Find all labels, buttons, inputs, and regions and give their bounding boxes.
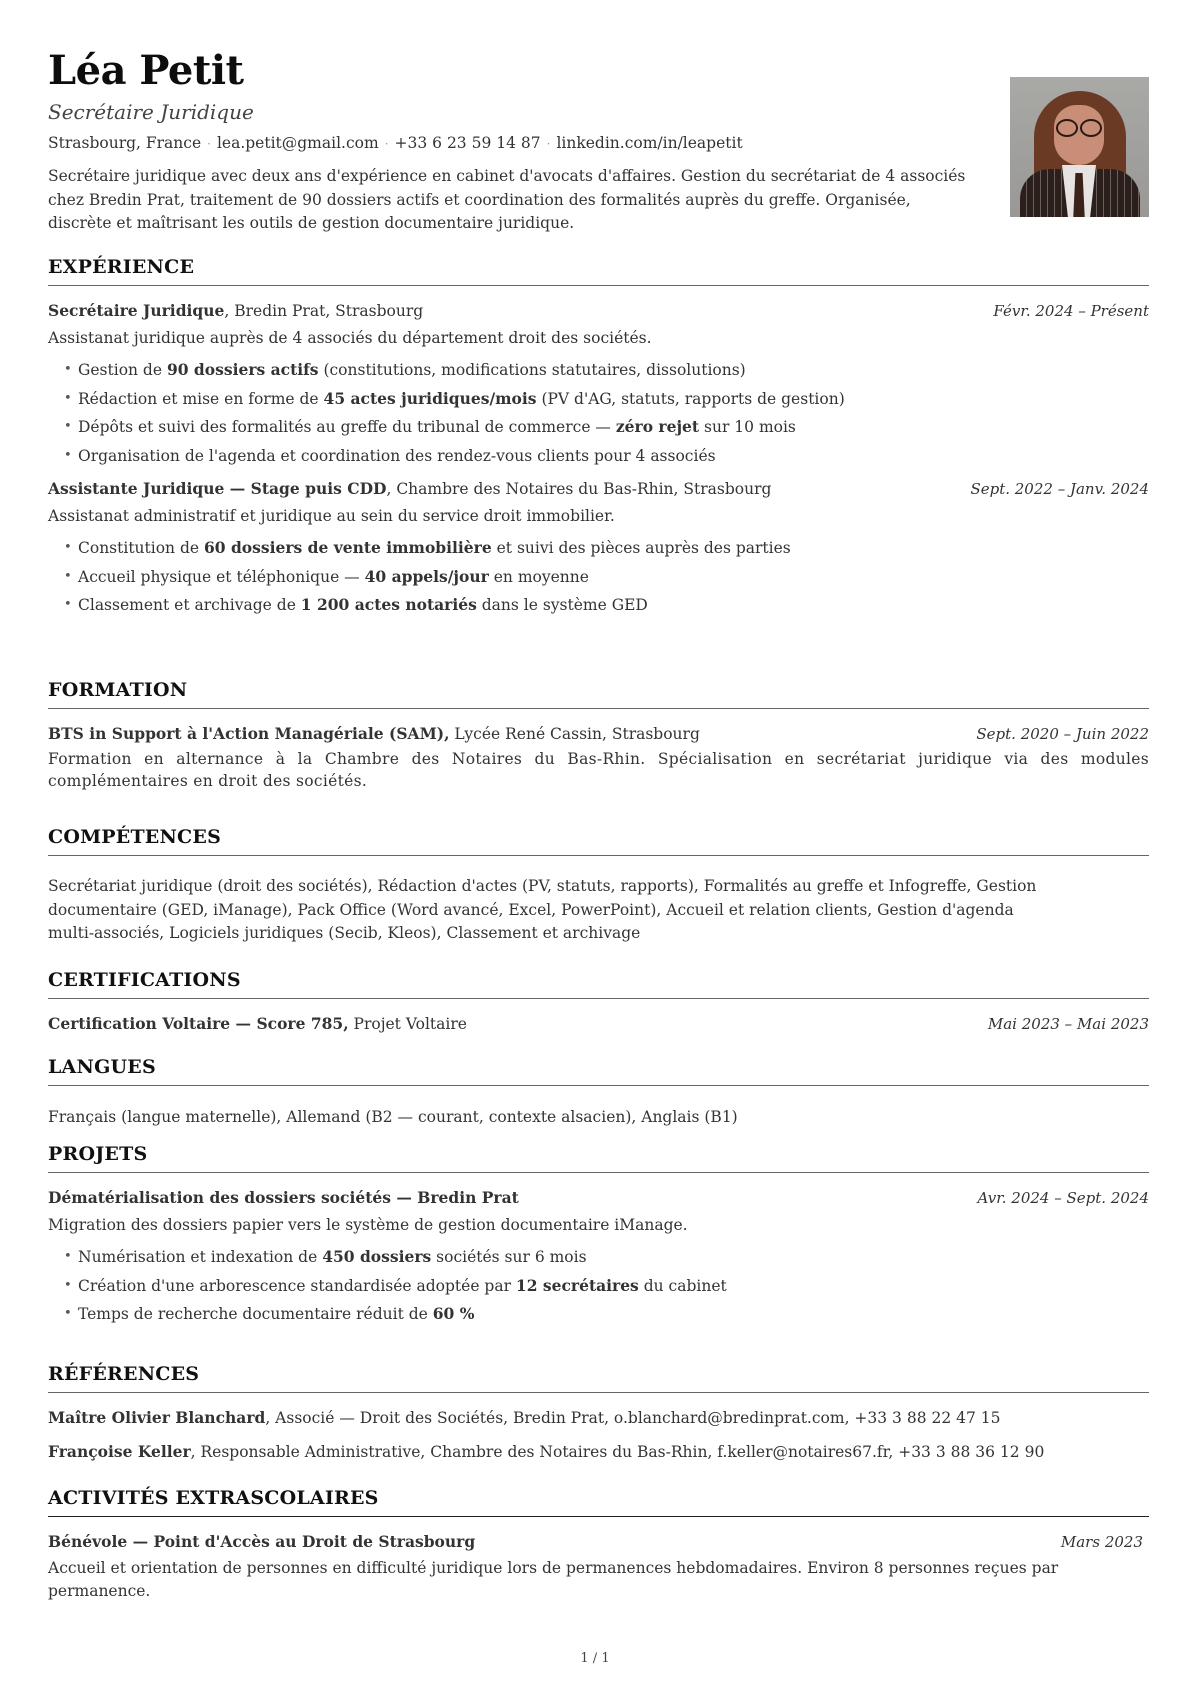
bullet-item: • Dépôts et suivi des formalités au greffe du tribunal de commerce — zéro rejet sur 10 mois	[78, 413, 1149, 442]
experience-entry	[48, 477, 1149, 620]
section-title: COMPÉTENCES	[48, 824, 1149, 856]
email-link[interactable]: lea.petit@gmail.com	[216, 134, 379, 152]
section-activities	[48, 1485, 1149, 1603]
entry-description: Accueil et orientation de personnes en difficulté juridique lors de permanences hebdomadaires. Environ 8 personnes reçues par permanence.	[48, 1559, 1059, 1600]
reference-name: Maître Olivier Blanchard	[48, 1408, 266, 1427]
bullet-item: • Création d'une arborescence standardisée adoptée par 12 secrétaires du cabinet	[78, 1272, 1149, 1301]
candidate-name: Léa Petit	[48, 47, 244, 94]
certification-name: Certification Voltaire — Score 785,	[48, 1014, 349, 1033]
bullet-item: • Gestion de 90 dossiers actifs (constitutions, modifications statutaires, dissolutions)	[78, 356, 1149, 385]
bullet-item: • Accueil physique et téléphonique — 40 appels/jour en moyenne	[78, 563, 1149, 592]
entry-date: Mai 2023 – Mai 2023	[987, 1015, 1149, 1033]
entry-org: , Chambre des Notaires du Bas-Rhin, Strasbourg	[386, 480, 772, 498]
profile-summary: Secrétaire juridique avec deux ans d'expérience en cabinet d'avocats d'affaires. Gestion du secrétariat de 4 associés chez Bredin Prat, traitement de 90 dossiers actifs et coordination des formalités auprès du greffe. Organisée, discrète et maîtrisant les outils de gestion documentaire juridique.	[48, 167, 966, 232]
reference-name: Françoise Keller	[48, 1442, 191, 1461]
location: Strasbourg, France	[48, 134, 202, 152]
certification-issuer: Projet Voltaire	[348, 1015, 467, 1033]
entry-date: Mars 2023	[1060, 1533, 1143, 1551]
certification-entry	[48, 1012, 1149, 1036]
experience-entry	[48, 299, 1149, 470]
bullet-item: • Classement et archivage de 1 200 actes notariés dans le système GED	[78, 591, 1149, 620]
project-entry	[48, 1186, 1149, 1329]
section-title: FORMATION	[48, 677, 1149, 709]
section-experience	[48, 254, 1149, 620]
entry-school: Lycée René Cassin, Strasbourg	[449, 725, 700, 743]
entry-date: Févr. 2024 – Présent	[993, 302, 1149, 320]
bullet-item: • Rédaction et mise en forme de 45 actes juridiques/mois (PV d'AG, statuts, rapports de gestion)	[78, 385, 1149, 414]
section-title: ACTIVITÉS EXTRASCOLAIRES	[48, 1485, 1149, 1517]
project-name: Dématérialisation des dossiers sociétés — Bredin Prat	[48, 1188, 519, 1207]
section-languages	[48, 1054, 1149, 1130]
bullet-list	[48, 1243, 1149, 1329]
entry-description: Assistanat administratif et juridique au sein du service droit immobilier.	[48, 507, 615, 525]
entry-header	[48, 1530, 1149, 1554]
entry-header	[48, 299, 1149, 323]
resume-page	[48, 0, 1149, 1600]
languages-text: Français (langue maternelle), Allemand (B2 — courant, contexte alsacien), Anglais (B1)	[48, 1108, 738, 1126]
bullet-item: • Temps de recherche documentaire réduit de 60 %	[78, 1300, 1149, 1329]
entry-org: , Bredin Prat, Strasbourg	[224, 302, 424, 320]
section-education	[48, 677, 1149, 792]
separator: ·	[384, 137, 389, 151]
reference-details: , Associé — Droit des Sociétés, Bredin Prat, o.blanchard@bredinprat.com, +33 3 88 22 47 15	[265, 1409, 1001, 1427]
bullet-list	[48, 534, 1149, 620]
section-title: CERTIFICATIONS	[48, 967, 1149, 999]
section-projects	[48, 1141, 1149, 1329]
entry-header	[48, 477, 1149, 501]
section-certifications	[48, 967, 1149, 1036]
separator: ·	[207, 137, 211, 151]
activity-entry	[48, 1530, 1149, 1603]
entry-header	[48, 1186, 1149, 1210]
bullet-list	[48, 356, 1149, 470]
entry-description: Assistanat juridique auprès de 4 associés du département droit des sociétés.	[48, 329, 652, 347]
profile-photo	[1010, 77, 1149, 217]
entry-description: Formation en alternance à la Chambre des Notaires du Bas-Rhin. Spécialisation en secrétariat juridique via des modules complémentaires en droit des sociétés.	[48, 750, 1149, 790]
entry-date: Sept. 2022 – Janv. 2024	[970, 480, 1149, 498]
page-indicator: 1 / 1	[580, 1651, 610, 1666]
linkedin-link[interactable]: linkedin.com/in/leapetit	[556, 134, 743, 152]
reference-entry	[48, 1406, 1149, 1430]
separator: ·	[546, 137, 551, 151]
section-title: RÉFÉRENCES	[48, 1361, 1149, 1393]
skills-text: Secrétariat juridique (droit des sociétés), Rédaction d'actes (PV, statuts, rapports), Formalités au greffe et Infogreffe, Gestion documentaire (GED, iManage), Pack Office (Word avancé, Excel, PowerPoint), Accueil et relation clients, Gestion d'agenda multi-associés, Logiciels juridiques (Secib, Kleos), Classement et archivage	[48, 877, 1037, 942]
reference-details: , Responsable Administrative, Chambre des Notaires du Bas-Rhin, f.keller@notaires67.fr, +33 3 88 36 12 90	[190, 1443, 1045, 1461]
candidate-title: Secrétaire Juridique	[48, 100, 254, 124]
bullet-item: • Constitution de 60 dossiers de vente immobilière et suivi des pièces auprès des parties	[78, 534, 1149, 563]
entry-degree: BTS in Support à l'Action Managériale (SAM),	[48, 724, 450, 743]
entry-header	[48, 1012, 1149, 1036]
entry-role: Secrétaire Juridique	[48, 301, 225, 320]
entry-date: Sept. 2020 – Juin 2022	[976, 725, 1149, 743]
education-entry	[48, 722, 1149, 792]
phone: +33 6 23 59 14 87	[394, 134, 541, 152]
activity-name: Bénévole — Point d'Accès au Droit de Strasbourg	[48, 1532, 476, 1551]
entry-date: Avr. 2024 – Sept. 2024	[977, 1189, 1149, 1207]
entry-description: Migration des dossiers papier vers le système de gestion documentaire iManage.	[48, 1216, 688, 1234]
contact-line	[48, 131, 743, 156]
section-skills	[48, 824, 1149, 946]
resume-header	[48, 0, 1149, 248]
section-references	[48, 1361, 1149, 1464]
section-title: PROJETS	[48, 1141, 1149, 1173]
reference-entry	[48, 1440, 1149, 1464]
bullet-item: • Numérisation et indexation de 450 dossiers sociétés sur 6 mois	[78, 1243, 1149, 1272]
entry-header	[48, 722, 1149, 746]
entry-role: Assistante Juridique — Stage puis CDD	[48, 479, 387, 498]
bullet-item: • Organisation de l'agenda et coordination des rendez-vous clients pour 4 associés	[78, 442, 1149, 471]
section-title: LANGUES	[48, 1054, 1149, 1086]
section-title: EXPÉRIENCE	[48, 254, 1149, 286]
